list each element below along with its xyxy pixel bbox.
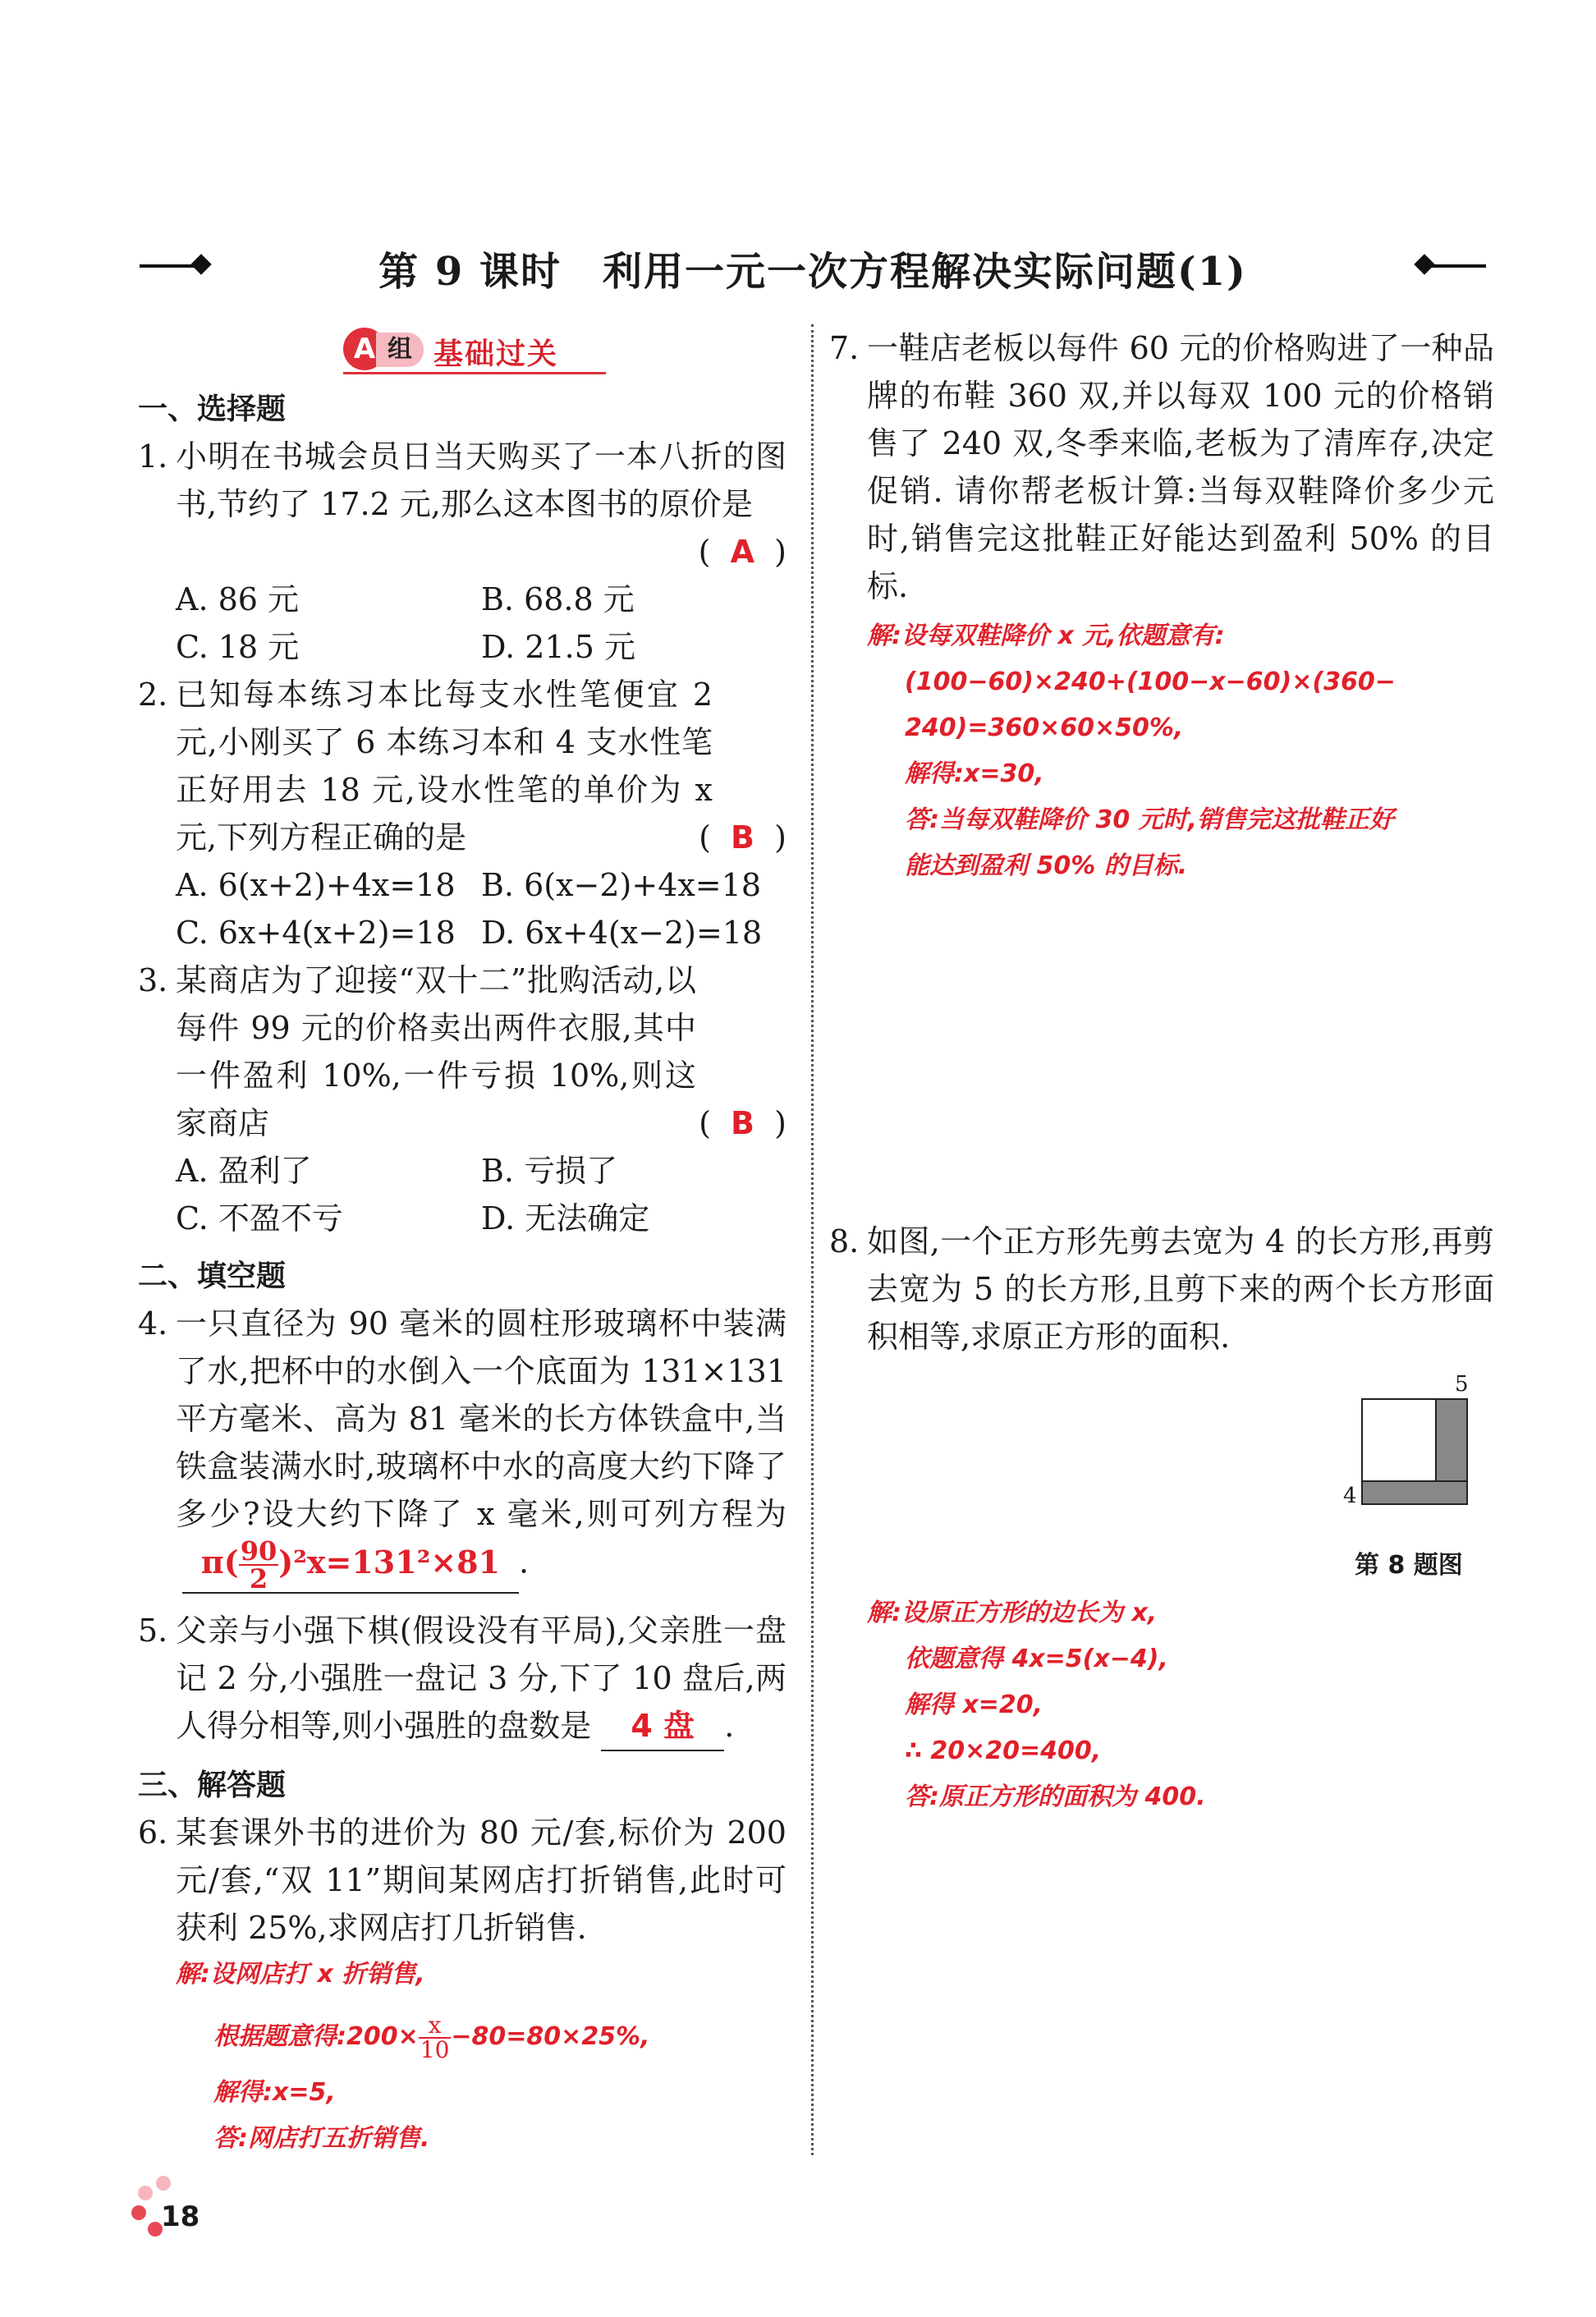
lesson-title: 第 9 课时 利用一元一次方程解决实际问题(1)	[378, 249, 1247, 295]
option-c: C. 6x+4(x+2)=18	[176, 915, 456, 951]
question-number: 4.	[138, 1305, 168, 1342]
solution-line: 答:网店打五折销售.	[213, 2124, 430, 2153]
solution-7	[829, 613, 1494, 889]
question-number: 6.	[138, 1815, 168, 1851]
fill-answer: 4 盘	[631, 1708, 695, 1744]
option-a: A. 86 元	[176, 581, 300, 617]
solution-line: 解得:x=30,	[905, 759, 1044, 788]
option-d: D. 无法确定	[481, 1200, 650, 1236]
left-column	[138, 324, 787, 2162]
right-column	[829, 324, 1494, 1820]
group-underline	[343, 372, 606, 374]
question-number: 3.	[138, 962, 168, 998]
answer-bracket: ( B )	[699, 819, 787, 856]
solution-line: 答:当每双鞋降价 30 元时,销售完这批鞋正好	[905, 805, 1395, 834]
question-4	[138, 1300, 787, 1594]
sentence-end: .	[724, 1708, 735, 1744]
question-6	[138, 1809, 787, 1952]
answer-bracket: ( A )	[698, 534, 787, 570]
option-b: B. 68.8 元	[481, 581, 635, 617]
question-number: 2.	[138, 677, 168, 713]
options-q2	[138, 861, 787, 957]
group-label: 组	[376, 333, 424, 367]
cut-strip-width-4	[1363, 1480, 1466, 1503]
fill-answer: π( $\frac{90}{2}$ )²x=131²×81	[200, 1535, 501, 1594]
section-solve: 三、解答题	[138, 1769, 287, 1802]
options-q3	[138, 1147, 787, 1242]
question-number: 1.	[138, 438, 168, 475]
answer-blank	[182, 1535, 519, 1594]
solution-line: 答:原正方形的面积为 400.	[905, 1782, 1206, 1811]
figure-label-4: 4	[1343, 1484, 1357, 1508]
question-text: 一鞋店老板以每件 60 元的价格购进了一种品牌的布鞋 360 双,并以每双 100 元的价格销售了 240 双,冬季来临,老板为了清库存,决定促销. 请你帮老板计算:当每双鞋降价多少元时,销售完这批鞋正好能达到盈利 50% 的目标.	[867, 330, 1494, 604]
option-d: D. 6x+4(x−2)=18	[481, 915, 763, 951]
option-c: C. 不盈不亏	[176, 1200, 343, 1236]
option-d: D. 21.5 元	[481, 629, 635, 665]
figure-8	[1332, 1372, 1471, 1541]
question-text: 已知每本练习本比每支水性笔便宜 2 元,小刚买了 6 本练习本和 4 支水性笔正好用去 18 元,设水性笔的单价为 x 元,下列方程正确的是	[176, 677, 713, 856]
question-number: 7.	[829, 330, 860, 366]
solution-line: 解:设原正方形的边长为 x,	[867, 1599, 1158, 1627]
group-badge	[343, 324, 614, 375]
group-name: 基础过关	[433, 337, 559, 371]
section-fill: 二、填空题	[138, 1259, 287, 1293]
question-text	[138, 1607, 787, 1751]
question-7	[829, 324, 1494, 610]
question-number: 8.	[829, 1223, 860, 1259]
option-a: A. 6(x+2)+4x=18	[176, 867, 456, 903]
solution-line: ∴ 20×20=400,	[905, 1737, 1102, 1765]
title-decoration-right	[1429, 264, 1486, 268]
solution-line: 解:设网店打 x 折销售,	[176, 1960, 425, 1989]
question-text: 小明在书城会员日当天购买了一本八折的图书,节约了 17.2 元,那么这本图书的原价是	[176, 438, 787, 522]
answer-blank	[601, 1702, 724, 1751]
question-3	[138, 957, 787, 1147]
question-text: 某套课外书的进价为 80 元/套,标价为 200 元/套,“双 11”期间某网店打折销售,此时可获利 25%,求网店打几折销售.	[176, 1815, 787, 1946]
solution-line: (100−60)×240+(100−x−60)×(360−	[905, 668, 1396, 696]
question-number: 5.	[138, 1613, 168, 1649]
option-b: B. 亏损了	[481, 1153, 618, 1189]
square-figure	[1361, 1398, 1468, 1505]
solution-line: 依题意得 4x=5(x−4),	[905, 1645, 1168, 1673]
choice-answer: B	[731, 1105, 755, 1141]
solution-line: 根据题意得:200× $\frac{x}{10}$ −80=80×25%,	[213, 2011, 650, 2063]
question-1	[138, 433, 787, 576]
solution-line: 能达到盈利 50% 的目标.	[905, 851, 1188, 880]
answer-bracket: ( B )	[699, 1105, 787, 1141]
choice-answer: A	[730, 534, 755, 570]
options-q1	[138, 576, 787, 671]
question-5	[138, 1607, 787, 1751]
sentence-end: .	[519, 1544, 530, 1581]
option-a: A. 盈利了	[176, 1153, 312, 1189]
question-text: 如图,一个正方形先剪去宽为 4 的长方形,再剪去宽为 5 的长方形,且剪下来的两个长方形面积相等,求原正方形的面积.	[867, 1223, 1494, 1355]
question-5-text: 父亲与小强下棋(假设没有平局),父亲胜一盘记 2 分,小强胜一盘记 3 分,下了 10 盘后,两人得分相等,则小强胜的盘数是	[176, 1613, 787, 1744]
question-text: 某商店为了迎接“双十二”批购活动,以每件 99 元的价格卖出两件衣服,其中一件盈利 10%,一件亏损 10%,则这家商店	[176, 962, 696, 1141]
option-b: B. 6(x−2)+4x=18	[481, 867, 761, 903]
solution-6	[138, 1952, 787, 2162]
solution-line: 解:设每双鞋降价 x 元,依题意有:	[867, 622, 1225, 650]
question-text	[138, 1300, 787, 1594]
solution-line: 240)=360×60×50%,	[905, 713, 1184, 742]
group-letter: A	[343, 328, 386, 370]
question-4-text: 一只直径为 90 毫米的圆柱形玻璃杯中装满了水,把杯中的水倒入一个底面为 131×131 平方毫米、高为 81 毫米的长方体铁盒中,当铁盒装满水时,玻璃杯中水的高度大约下降了多少?设大约下降了 x 毫米,则可列方程为	[176, 1305, 787, 1532]
column-divider	[811, 324, 814, 2155]
question-8	[829, 1218, 1494, 1360]
figure-label-5: 5	[1455, 1372, 1469, 1397]
page-number: 18	[161, 2200, 200, 2233]
choice-answer: B	[731, 819, 755, 856]
option-c: C. 18 元	[176, 629, 300, 665]
lesson-title-row	[140, 240, 1486, 297]
section-choice: 一、选择题	[138, 392, 287, 426]
solution-8	[829, 1590, 1494, 1820]
question-2	[138, 671, 787, 861]
solution-line: 解得 x=20,	[905, 1691, 1043, 1719]
figure-caption: 第 8 题图	[1355, 1551, 1463, 1580]
solution-line: 解得:x=5,	[213, 2078, 336, 2107]
